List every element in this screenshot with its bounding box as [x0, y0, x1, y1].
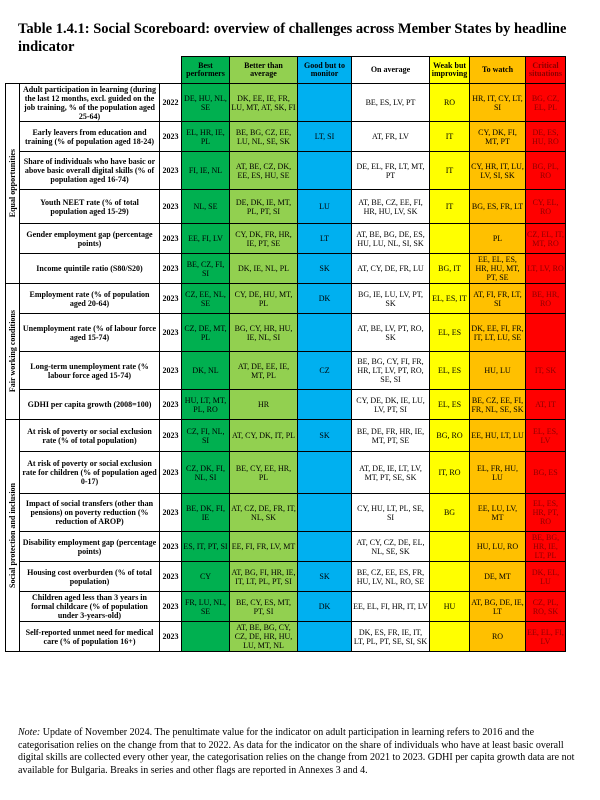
scoreboard-table — [5, 56, 566, 652]
table-row — [6, 420, 566, 452]
cell-best: HU, LT, MT, PL, RO — [182, 390, 230, 420]
indicator-name: Gender employment gap (percentage points) — [20, 224, 160, 254]
cell-good — [298, 390, 352, 420]
header-good: Good but to monitor — [298, 57, 352, 84]
cell-best: CZ, DE, MT, PL — [182, 314, 230, 352]
group-label — [6, 284, 20, 420]
cell-weak — [430, 622, 470, 652]
table-note — [18, 727, 588, 777]
indicator-year: 2023 — [160, 390, 182, 420]
cell-watch: EE, HU, LT, LU — [470, 420, 526, 452]
cell-weak: HU — [430, 592, 470, 622]
header-row — [6, 57, 566, 84]
cell-better: BE, BG, CZ, EE, LU, NL, SE, SK — [230, 122, 298, 152]
cell-best: FI, IE, NL — [182, 152, 230, 190]
cell-good — [298, 452, 352, 494]
cell-better: EE, FI, FR, LV, MT — [230, 532, 298, 562]
cell-weak: IT, RO — [430, 452, 470, 494]
cell-critical: EE, EL, FI, LV — [526, 622, 566, 652]
cell-weak: EL, ES — [430, 390, 470, 420]
cell-better: BE, CY, ES, MT, PT, SI — [230, 592, 298, 622]
indicator-name: Long-term unemployment rate (% labour force aged 15-74) — [20, 352, 160, 390]
cell-critical: BE, HR, RO — [526, 284, 566, 314]
indicator-name: Share of individuals who have basic or above basic overall digital skills (% of population aged 16-74) — [20, 152, 160, 190]
cell-critical: BG, CZ, EL, PL — [526, 84, 566, 122]
table-row — [6, 122, 566, 152]
group-label-text: Equal opportunities — [8, 149, 17, 218]
indicator-year: 2023 — [160, 562, 182, 592]
cell-better: DK, EE, IE, FR, LU, MT, AT, SK, FI — [230, 84, 298, 122]
cell-critical: CZ, EL, IT, MT, RO — [526, 224, 566, 254]
cell-critical: IT, SK — [526, 352, 566, 390]
cell-good — [298, 622, 352, 652]
cell-average: AT, CY, CZ, DE, EL, NL, SE, SK — [352, 532, 430, 562]
indicator-year: 2023 — [160, 420, 182, 452]
cell-best: FR, LU, NL, SE — [182, 592, 230, 622]
cell-average: AT, BE, BG, DE, ES, HU, LU, NL, SI, SK — [352, 224, 430, 254]
cell-good — [298, 494, 352, 532]
cell-best — [182, 622, 230, 652]
cell-average: BE, DE, FR, HR, IE, MT, PT, SE — [352, 420, 430, 452]
cell-critical: CZ, PL, RO, SK — [526, 592, 566, 622]
cell-weak: IT — [430, 122, 470, 152]
indicator-year: 2023 — [160, 532, 182, 562]
cell-average: CY, DE, DK, IE, LU, LV, PT, SI — [352, 390, 430, 420]
cell-better: BE, CY, EE, HR, PL — [230, 452, 298, 494]
cell-critical — [526, 314, 566, 352]
indicator-year: 2023 — [160, 622, 182, 652]
cell-watch: CY, DK, FI, MT, PT — [470, 122, 526, 152]
cell-good: SK — [298, 254, 352, 284]
table-row — [6, 494, 566, 532]
table-row — [6, 254, 566, 284]
cell-watch: AT, BG, DE, IE, LT — [470, 592, 526, 622]
cell-critical: EL, ES, HR, PT, RO — [526, 494, 566, 532]
indicator-name: GDHI per capita growth (2008=100) — [20, 390, 160, 420]
cell-good — [298, 314, 352, 352]
cell-good: DK — [298, 592, 352, 622]
note-label: Note: — [18, 727, 41, 738]
cell-average: BG, IE, LU, LV, PT, SK — [352, 284, 430, 314]
cell-critical: BG, PL, RO — [526, 152, 566, 190]
cell-best: DE, HU, NL, SE — [182, 84, 230, 122]
cell-good: DK — [298, 284, 352, 314]
indicator-name: Income quintile ratio (S80/S20) — [20, 254, 160, 284]
cell-better: AT, DE, EE, IE, MT, PL — [230, 352, 298, 390]
indicator-year: 2023 — [160, 152, 182, 190]
indicator-year: 2023 — [160, 190, 182, 224]
cell-better: DK, IE, NL, PL — [230, 254, 298, 284]
header-better: Better than average — [230, 57, 298, 84]
group-label — [6, 420, 20, 652]
cell-good: LT — [298, 224, 352, 254]
cell-average: BE, CZ, EE, ES, FR, HU, LV, NL, RO, SE — [352, 562, 430, 592]
table-row — [6, 532, 566, 562]
cell-average: AT, FR, LV — [352, 122, 430, 152]
cell-best: NL, SE — [182, 190, 230, 224]
cell-best: CZ, FI, NL, SI — [182, 420, 230, 452]
cell-watch: DE, MT — [470, 562, 526, 592]
cell-weak: BG, RO — [430, 420, 470, 452]
cell-best: EE, FI, LV — [182, 224, 230, 254]
indicator-name: Children aged less than 3 years in formal childcare (% of population under 3-years-old) — [20, 592, 160, 622]
group-label-text: Fair working conditions — [8, 310, 17, 393]
cell-better: AT, BE, BG, CY, CZ, DE, HR, HU, LU, MT, NL — [230, 622, 298, 652]
cell-average: EE, EL, FI, HR, IT, LV — [352, 592, 430, 622]
indicator-year: 2022 — [160, 84, 182, 122]
indicator-year: 2023 — [160, 314, 182, 352]
indicator-name: At risk of poverty or social exclusion rate (% of total population) — [20, 420, 160, 452]
cell-average: BE, ES, LV, PT — [352, 84, 430, 122]
indicator-year: 2023 — [160, 224, 182, 254]
cell-better: BG, CY, HR, HU, IE, NL, SI — [230, 314, 298, 352]
cell-weak — [430, 224, 470, 254]
indicator-year: 2023 — [160, 452, 182, 494]
cell-average: DE, EL, FR, LT, MT, PT — [352, 152, 430, 190]
cell-average: CY, HU, LT, PL, SE, SI — [352, 494, 430, 532]
cell-better: DE, DK, IE, MT, PL, PT, SI — [230, 190, 298, 224]
indicator-year: 2023 — [160, 494, 182, 532]
cell-watch: PL — [470, 224, 526, 254]
cell-best: EL, HR, IE, PL — [182, 122, 230, 152]
cell-watch: AT, FI, FR, LT, SI — [470, 284, 526, 314]
cell-average: AT, BE, LV, PT, RO, SK — [352, 314, 430, 352]
indicator-name: Early leavers from education and training (% of population aged 18-24) — [20, 122, 160, 152]
cell-good: LU — [298, 190, 352, 224]
indicator-name: Disability employment gap (percentage points) — [20, 532, 160, 562]
table-row — [6, 390, 566, 420]
cell-better: AT, BE, CZ, DK, EE, ES, HU, SE — [230, 152, 298, 190]
cell-watch: RO — [470, 622, 526, 652]
cell-watch: HU, LU, RO — [470, 532, 526, 562]
note-text: Update of November 2024. The penultimate value for the indicator on adult participation in learning refers to 2016 and the categorisation relies on the change from that to 2022. As data for the indicator on the share of individuals who have at least basic overall digital skills are collected every other year, the categorisation relies on the change from 2021 to 2023. GDHI per capita growth data are not available for Bulgaria. Breaks in series and other flags are reported in Annexes 3 and 4. — [18, 727, 575, 776]
table-row — [6, 314, 566, 352]
header-average: On average — [352, 57, 430, 84]
cell-watch: DK, EE, FI, FR, IT, LT, LU, SE — [470, 314, 526, 352]
table-row — [6, 592, 566, 622]
table-title: Table 1.4.1: Social Scoreboard: overview of challenges across Member States by headline indicator — [18, 21, 567, 55]
cell-watch: EE, LU, LV, MT — [470, 494, 526, 532]
cell-critical: CY, EL, RO — [526, 190, 566, 224]
cell-critical: BE, BG, HR, IE, LT, PL — [526, 532, 566, 562]
indicator-name: Adult participation in learning (during the last 12 months, excl. guided on the job training, % of the population aged 25-64) — [20, 84, 160, 122]
cell-good — [298, 84, 352, 122]
cell-critical: LT, LV, RO — [526, 254, 566, 284]
cell-better: CY, DK, FR, HR, IE, PT, SE — [230, 224, 298, 254]
cell-better: AT, CZ, DE, FR, IT, NL, SK — [230, 494, 298, 532]
cell-best: BE, DK, FI, IE — [182, 494, 230, 532]
table-row — [6, 352, 566, 390]
cell-good — [298, 532, 352, 562]
indicator-name: Self-reported unmet need for medical care (% of population 16+) — [20, 622, 160, 652]
cell-weak: BG — [430, 494, 470, 532]
header-best: Best performers — [182, 57, 230, 84]
indicator-name: Unemployment rate (% of labour force aged 15-74) — [20, 314, 160, 352]
indicator-year: 2023 — [160, 352, 182, 390]
cell-watch: BE, CZ, EE, FI, FR, NL, SE, SK — [470, 390, 526, 420]
cell-watch: HU, LU — [470, 352, 526, 390]
header-weak: Weak but improving — [430, 57, 470, 84]
cell-weak — [430, 562, 470, 592]
cell-better: HR — [230, 390, 298, 420]
cell-critical: BG, ES — [526, 452, 566, 494]
cell-better: AT, BG, FI, HR, IE, IT, LT, PL, PT, SI — [230, 562, 298, 592]
table-row — [6, 190, 566, 224]
cell-best: ES, IT, PT, SI — [182, 532, 230, 562]
group-label — [6, 84, 20, 284]
cell-best: CZ, DK, FI, NL, SI — [182, 452, 230, 494]
cell-weak: IT — [430, 152, 470, 190]
cell-watch: CY, HR, IT, LU, LV, SI, SK — [470, 152, 526, 190]
cell-good: SK — [298, 562, 352, 592]
table-row — [6, 452, 566, 494]
cell-better: CY, DE, HU, MT, PL — [230, 284, 298, 314]
cell-critical: AT, IT — [526, 390, 566, 420]
table-row — [6, 84, 566, 122]
cell-weak — [430, 532, 470, 562]
indicator-name: Housing cost overburden (% of total population) — [20, 562, 160, 592]
cell-good: CZ — [298, 352, 352, 390]
indicator-name: Youth NEET rate (% of total population aged 15-29) — [20, 190, 160, 224]
cell-good: LT, SI — [298, 122, 352, 152]
cell-average: BE, BG, CY, FI, FR, HR, LT, LV, PT, RO, SE, SI — [352, 352, 430, 390]
group-label-text: Social protection and inclusion — [8, 483, 17, 588]
table-row — [6, 152, 566, 190]
indicator-name: Impact of social transfers (other than pensions) on poverty reduction (% reduction of AROP) — [20, 494, 160, 532]
indicator-year: 2023 — [160, 122, 182, 152]
cell-critical: EL, ES, LV — [526, 420, 566, 452]
cell-best: DK, NL — [182, 352, 230, 390]
indicator-name: At risk of poverty or social exclusion rate for children (% of population aged 0-17) — [20, 452, 160, 494]
header-critical: Critical situations — [526, 57, 566, 84]
indicator-name: Employment rate (% of population aged 20-64) — [20, 284, 160, 314]
cell-weak: BG, IT — [430, 254, 470, 284]
cell-average: AT, BE, CZ, EE, FI, HR, HU, LV, SK — [352, 190, 430, 224]
cell-weak: EL, ES, IT — [430, 284, 470, 314]
indicator-year: 2023 — [160, 284, 182, 314]
cell-watch: EE, EL, ES, HR, HU, MT, PT, SE — [470, 254, 526, 284]
cell-weak: EL, ES — [430, 314, 470, 352]
cell-watch: HR, IT, CY, LT, SI — [470, 84, 526, 122]
indicator-year: 2023 — [160, 254, 182, 284]
table-row — [6, 284, 566, 314]
cell-better: AT, CY, DK, IT, PL — [230, 420, 298, 452]
table-row — [6, 622, 566, 652]
cell-good: SK — [298, 420, 352, 452]
cell-weak: EL, ES — [430, 352, 470, 390]
indicator-year: 2023 — [160, 592, 182, 622]
cell-best: CY — [182, 562, 230, 592]
table-row — [6, 562, 566, 592]
cell-average: AT, CY, DE, FR, LU — [352, 254, 430, 284]
cell-good — [298, 152, 352, 190]
cell-watch: BG, ES, FR, LT — [470, 190, 526, 224]
cell-average: DK, ES, FR, IE, IT, LT, PL, PT, SE, SI, SK — [352, 622, 430, 652]
table-row — [6, 224, 566, 254]
cell-critical: DK, EL, LU — [526, 562, 566, 592]
header-watch: To watch — [470, 57, 526, 84]
cell-best: BE, CZ, FI, SI — [182, 254, 230, 284]
cell-weak: RO — [430, 84, 470, 122]
cell-critical: DE, ES, HU, RO — [526, 122, 566, 152]
cell-average: AT, DE, IE, LT, LV, MT, PT, SE, SK — [352, 452, 430, 494]
cell-best: CZ, EE, NL, SE — [182, 284, 230, 314]
cell-watch: EL, FR, HU, LU — [470, 452, 526, 494]
cell-weak: IT — [430, 190, 470, 224]
